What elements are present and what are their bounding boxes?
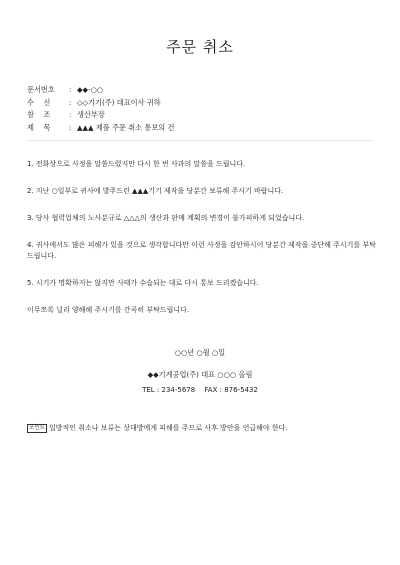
recipient-label: 수 신 — [27, 97, 51, 107]
subject-label: 제 목 — [27, 122, 51, 132]
paragraph-5: 5. 시기가 명확하지는 않지만 사태가 수습되는 대로 다시 통보 드리겠습니다. — [27, 279, 259, 287]
document-date: ○○년 ○월 ○일 — [174, 348, 226, 357]
recipient-value: ◇◇기기(주) 대표이사 귀하 — [77, 97, 161, 107]
point-badge: 포인트 — [29, 425, 45, 431]
reference-value: 생산부장 — [77, 110, 105, 119]
point-note-text: 일방적인 취소나 보류는 상대방에게 피해를 주므로 사후 방안을 언급해야 한다. — [48, 424, 288, 432]
subject-value: ▲▲▲ 제품 주문 취소 통보의 건 — [77, 122, 175, 132]
doc-number-value: ◆◆-○○ — [77, 85, 104, 94]
sender-signature: ◆◆기계공업(주) 대표 ○○○ 올림 — [147, 370, 253, 379]
recipient-row: 수 신 : ◇◇기기(주) 대표이사 귀하 — [27, 97, 174, 110]
document-body — [27, 159, 377, 332]
doc-number-row: 문서번호 : ◆◆-○○ — [27, 84, 174, 97]
paragraph-1: 1. 전화상으로 사정을 말씀드렸지만 다시 한 번 사과의 말씀을 드립니다. — [27, 160, 246, 168]
doc-number-label: 문서번호 — [27, 85, 55, 94]
paragraph-2: 2. 지난 ○일부로 귀사에 발주드린 ▲▲▲기기 제작을 당분간 보류해 주시기 바랍니다. — [27, 187, 284, 195]
document-header-fields — [27, 84, 174, 134]
closing-paragraph: 이무쪼록 널리 양해해 주시기를 간곡히 부탁드립니다. — [27, 306, 190, 314]
sender-contact: TEL : 234-5678 FAX : 876-5432 — [142, 386, 258, 394]
subject-row: 제 목 : ▲▲▲ 제품 주문 취소 통보의 건 — [27, 122, 174, 135]
document-title: 주문 취소 — [166, 38, 234, 56]
paragraph-4: 4. 귀사에서도 많은 피해가 있을 것으로 생각합니다만 이런 사정을 감안하시어 당분간 제작을 중단해 주시기를 부탁드립니다. — [27, 241, 376, 260]
header-divider — [27, 140, 373, 141]
point-note — [27, 423, 377, 433]
reference-label: 참 조 — [27, 110, 51, 119]
paragraph-3: 3. 당사 협력업체의 노사분규로 △△△의 생산과 판매 계획의 변경이 불가피하게 되었습니다. — [27, 214, 305, 222]
reference-row: 참 조 : 생산부장 — [27, 109, 174, 122]
